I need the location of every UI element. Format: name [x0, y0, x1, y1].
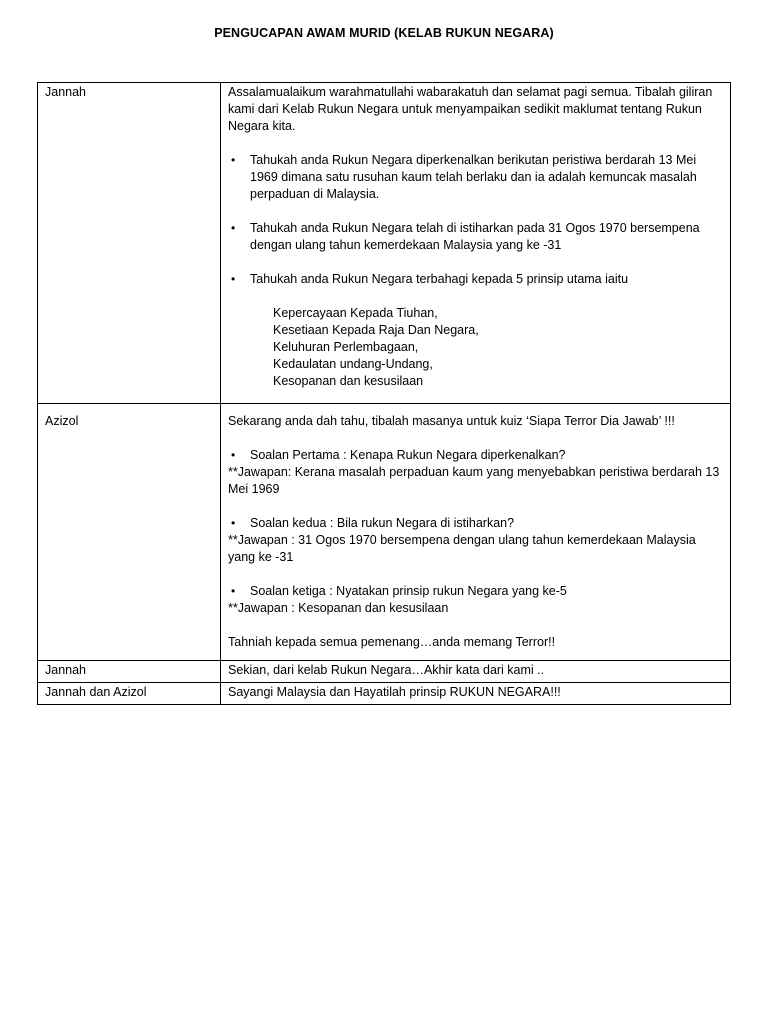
speaker-cell: Jannah [38, 83, 221, 404]
speech-cell: Sayangi Malaysia dan Hayatilah prinsip RUKUN NEGARA!!! [221, 683, 731, 705]
quiz-answer: **Jawapan : Kesopanan dan kesusilaan [228, 601, 449, 615]
table-row [38, 683, 731, 705]
speaker-cell: Jannah [38, 661, 221, 683]
intro-paragraph: Assalamualaikum warahmatullahi wabarakatuh dan selamat pagi semua. Tibalah giliran kami dari Kelab Rukun Negara untuk menyampaikan sedikit maklumat tentang Rukun Negara kita. [228, 85, 713, 133]
speech-table [37, 82, 731, 705]
principles-list [228, 305, 723, 390]
speech-cell [221, 83, 731, 404]
quiz-answer: **Jawapan : 31 Ogos 1970 bersempena dengan ulang tahun kemerdekaan Malaysia yang ke -31 [228, 533, 696, 564]
closing-line: Tahniah kepada semua pemenang…anda memang Terror!! [228, 635, 556, 649]
quiz-question: • Soalan kedua : Bila rukun Negara di istiharkan? [228, 515, 723, 532]
principle-item: Kesopanan dan kesusilaan [273, 374, 424, 388]
principle-item: Kepercayaan Kepada Tiuhan, [273, 306, 438, 320]
principle-item: Kesetiaan Kepada Raja Dan Negara, [273, 323, 479, 337]
list-item: • Tahukah anda Rukun Negara telah di istiharkan pada 31 Ogos 1970 bersempena dengan ulang tahun kemerdekaan Malaysia yang ke -31 [228, 220, 723, 254]
list-item: • Tahukah anda Rukun Negara terbahagi kepada 5 prinsip utama iaitu [228, 271, 723, 288]
quiz-intro: Sekarang anda dah tahu, tibalah masanya untuk kuiz ‘Siapa Terror Dia Jawab’ !!! [228, 414, 675, 428]
speaker-cell: Azizol [38, 404, 221, 661]
table-row [38, 404, 731, 661]
document-title: PENGUCAPAN AWAM MURID (KELAB RUKUN NEGARA) [214, 26, 554, 40]
table-row [38, 661, 731, 683]
speaker-cell: Jannah dan Azizol [38, 683, 221, 705]
quiz-question: • Soalan Pertama : Kenapa Rukun Negara diperkenalkan? [228, 447, 723, 464]
speech-cell: Sekian, dari kelab Rukun Negara…Akhir kata dari kami .. [221, 661, 731, 683]
principle-item: Kedaulatan undang-Undang, [273, 357, 433, 371]
principle-item: Keluhuran Perlembagaan, [273, 340, 419, 354]
table-row [38, 83, 731, 404]
quiz-question: • Soalan ketiga : Nyatakan prinsip rukun Negara yang ke-5 [228, 583, 723, 600]
list-item: • Tahukah anda Rukun Negara diperkenalkan berikutan peristiwa berdarah 13 Mei 1969 dimana satu rusuhan kaum telah berlaku dan ia adalah kemuncak masalah perpaduan di Malaysia. [228, 152, 723, 203]
quiz-answer: **Jawapan: Kerana masalah perpaduan kaum yang menyebabkan peristiwa berdarah 13 Mei 1969 [228, 465, 720, 496]
fact-list [228, 152, 723, 203]
speech-cell [221, 404, 731, 661]
